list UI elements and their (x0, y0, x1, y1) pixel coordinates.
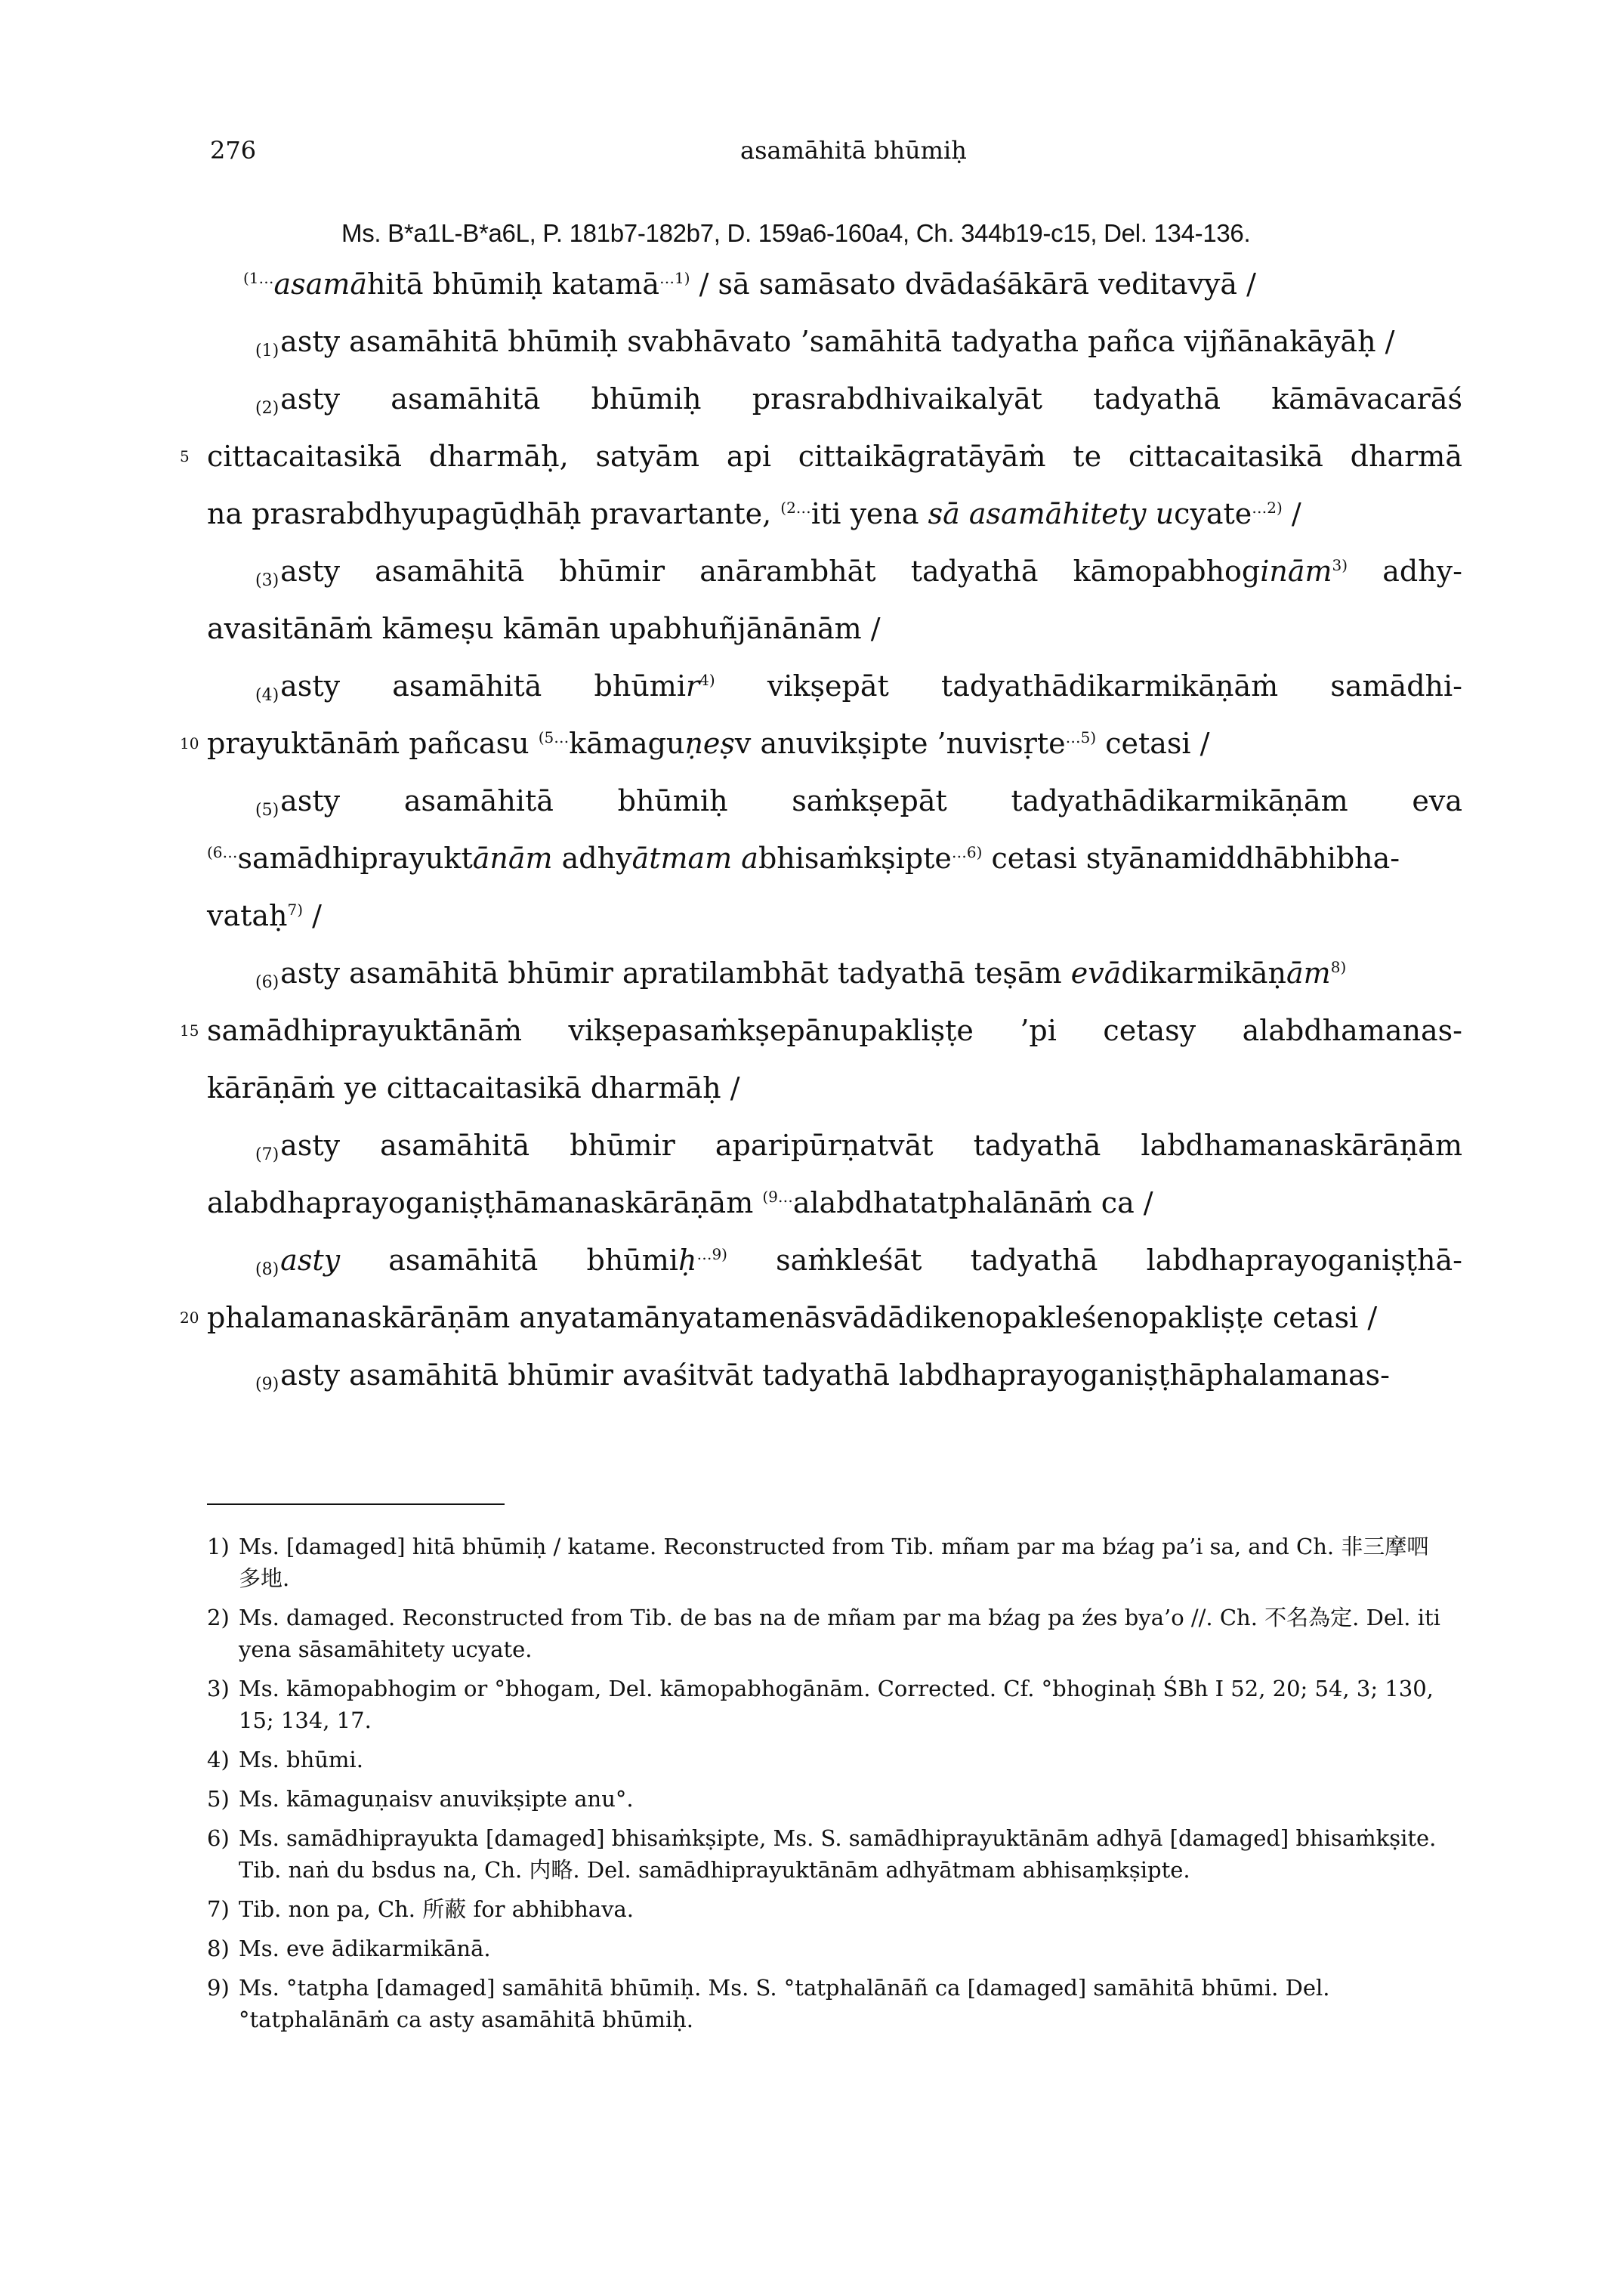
text-span: ānām (472, 842, 553, 875)
text-span: / (303, 899, 322, 932)
footnote (207, 1531, 1446, 1594)
text-line (0, 772, 1462, 830)
line-number: 5 (180, 447, 190, 465)
text-span: vikṣepāt tadyathādikarmikāṇāṁ samādhi- (715, 669, 1462, 703)
footnotes (207, 1531, 1446, 2043)
text-span: evā (1070, 956, 1122, 990)
footnote-text: Ms. eve ādikarmikānā. (239, 1936, 491, 1961)
note-marker: …1) (659, 269, 690, 287)
text-span: inām (1260, 555, 1332, 588)
text-span: adhy- (1348, 555, 1462, 588)
note-marker: 7) (287, 901, 304, 919)
text-line (0, 485, 1624, 542)
text-span: iti yena (810, 497, 928, 530)
text-span: prayuktānāṁ pañcasu (207, 727, 539, 760)
text-line (0, 715, 1624, 772)
text-span: samāhitā bhūmi (405, 1244, 678, 1277)
line-number: 10 (180, 734, 199, 752)
footnote-text: Ms. kāmaguṇaisv anuvikṣipte anu°. (239, 1786, 634, 1812)
text-span: ḥ (678, 1244, 697, 1277)
note-marker: (1… (243, 269, 274, 287)
manuscript-reference: Ms. B*a1L-B*a6L, P. 181b7-182b7, D. 159a6-160a4, Ch. 344b19-c15, Del. 134-136. (341, 219, 1251, 247)
text-span: kārāṇāṁ ye cittacaitasikā dharmāḥ / (207, 1071, 740, 1105)
text-line (0, 542, 1462, 600)
footnote (207, 1822, 1446, 1886)
footnote-text: Tib. non pa, Ch. 所蔽 for abhibhava. (239, 1896, 634, 1922)
running-title: asamāhitā bhūmiḥ (740, 136, 967, 165)
footnote-text: Ms. kāmopabhogim or °bhogam, Del. kāmopabhogānām. Corrected. Cf. °bhoginaḥ ŚBh I 52, 20; 54, 3; 130, 15; 134, 17. (239, 1676, 1434, 1733)
footnote-text: Ms. samādhiprayukta [damaged] bhisaṁkṣipte, Ms. S. samādhiprayuktānām adhyā [damaged] bhisaṁkṣite. Tib. naṅ du bsdus na, Ch. 内略. Del. samādhiprayuktānām adhyātmam abhisaṃkṣipte. (239, 1825, 1437, 1883)
text-span: alabdhatatphalānāṁ ca / (792, 1186, 1153, 1219)
line-number: 15 (180, 1021, 199, 1040)
text-span: saṁkleśāt tadyathā labdhaprayoganiṣṭhā- (727, 1244, 1463, 1277)
text-line (0, 1174, 1624, 1231)
text-span: cetasi styānamiddhābhibha- (982, 842, 1400, 875)
note-marker: (9… (762, 1188, 793, 1206)
text-span: dikarmikāṇ (1121, 956, 1287, 990)
text-span: na prasrabdhyupagūḍhāḥ pravartante, (207, 497, 781, 530)
footnote-number: 7) (207, 1896, 230, 1922)
item-number: (9) (255, 1375, 279, 1394)
item-number: (2) (255, 399, 279, 418)
text-line (0, 313, 1624, 370)
text-line (0, 600, 1624, 657)
footnote-rule (207, 1503, 505, 1505)
footnote-number: 5) (207, 1786, 230, 1812)
text-line (0, 428, 1462, 485)
line-number: 20 (180, 1309, 199, 1327)
text-span: samādhiprayukt (237, 842, 473, 875)
footnote-number: 3) (207, 1676, 230, 1701)
text-line (0, 944, 1624, 1002)
text-span: ṇeṣ (684, 727, 735, 760)
text-span: u (1155, 497, 1175, 530)
note-marker: (2… (780, 499, 811, 517)
note-marker: …2) (1252, 499, 1283, 517)
note-marker: …5) (1065, 728, 1097, 746)
text-line (0, 1059, 1624, 1117)
page-number: 276 (210, 136, 257, 165)
footnote-text: Ms. damaged. Reconstructed from Tib. de bas na de mñam par ma bźag pa źes bya’o //. Ch. 不名為定. Del. iti yena sāsamāhitety ucyate. (239, 1605, 1440, 1662)
text-line (0, 1289, 1624, 1346)
text-span: asty asamāhitā bhūmir avaśitvāt tadyathā labdhaprayoganiṣṭhāphalamanas- (280, 1358, 1391, 1392)
footnote-number: 8) (207, 1936, 230, 1961)
text-span: asty asamāhitā bhūmiḥ saṁkṣepāt tadyathādikarmikāṇām eva (280, 784, 1462, 817)
text-span: alabdhaprayoganiṣṭhāmanaskārāṇām (207, 1186, 763, 1219)
footnote-text: Ms. [damaged] hitā bhūmiḥ / katame. Reconstructed from Tib. mñam par ma bźag pa’i sa, and Ch. 非三摩呬多地. (239, 1534, 1429, 1591)
note-marker: 4) (699, 671, 715, 689)
footnote (207, 1972, 1446, 2035)
text-line (0, 370, 1462, 428)
text-span: ām (1286, 956, 1331, 990)
text-span: ātmam a (631, 842, 758, 875)
text-span: sā asamāhitety (928, 497, 1156, 530)
footnote (207, 1673, 1446, 1736)
footnote-number: 1) (207, 1534, 230, 1559)
text-line (0, 255, 1624, 313)
text-span: hitā bhūmiḥ katamā (367, 267, 659, 301)
text-span: asty asamāhitā bhūmiḥ svabhāvato ’samāhitā tadyatha pañca vijñānakāyāḥ / (280, 325, 1395, 358)
text-line (0, 1231, 1462, 1289)
text-span: asamā (273, 267, 368, 301)
text-span: asty (280, 1244, 341, 1277)
text-span: / sā samāsato dvādaśākārā veditavyā / (690, 267, 1256, 301)
item-number: (1) (255, 341, 279, 360)
item-number: (8) (255, 1260, 279, 1279)
text-span: phalamanaskārāṇām anyatamānyatamenāsvādādikenopakleśenopakliṣṭe cetasi / (207, 1301, 1378, 1334)
text-span: cyate (1174, 497, 1252, 530)
note-marker: (5… (538, 728, 570, 746)
text-span: a (340, 1244, 406, 1277)
footnote-number: 2) (207, 1605, 230, 1630)
footnote-number: 4) (207, 1747, 230, 1772)
note-marker: (6… (207, 843, 238, 861)
text-line (0, 657, 1462, 715)
item-number: (7) (255, 1145, 279, 1164)
text-line (0, 830, 1624, 887)
footnote (207, 1893, 1446, 1925)
text-span: v anuvikṣipte ’nuvisṛte (734, 727, 1066, 760)
text-span: asty asamāhitā bhūmir anārambhāt tadyathā kāmopabhog (280, 555, 1261, 588)
footnote-number: 9) (207, 1975, 230, 2001)
note-marker: 3) (1332, 556, 1348, 574)
text-line (0, 1117, 1462, 1174)
main-text (0, 255, 1624, 1404)
text-span: kāmagu (569, 727, 685, 760)
footnote-text: Ms. bhūmi. (239, 1747, 363, 1772)
text-line (0, 1002, 1462, 1059)
footnote-number: 6) (207, 1825, 230, 1851)
text-span: / (1282, 497, 1301, 530)
note-marker: …9) (696, 1245, 727, 1263)
text-span: cetasi / (1096, 727, 1210, 760)
text-span: vataḥ (207, 899, 288, 932)
text-span: cittacaitasikā dharmāḥ, satyām api cittaikāgratāyāṁ te cittacaitasikā dharmā (207, 440, 1462, 473)
item-number: (5) (255, 801, 279, 820)
text-span: asty asamāhitā bhūmir apratilambhāt tadyathā teṣām (280, 956, 1071, 990)
footnote (207, 1933, 1446, 1964)
footnote (207, 1783, 1446, 1815)
item-number: (4) (255, 686, 279, 705)
item-number: (3) (255, 571, 279, 590)
text-line (0, 1346, 1624, 1404)
text-span: bhisaṁkṣipte (758, 842, 952, 875)
text-span: asty asamāhitā bhūmiḥ prasrabdhivaikalyāt tadyathā kāmāvacarāś (280, 382, 1462, 416)
footnote (207, 1602, 1446, 1665)
note-marker: 8) (1330, 958, 1347, 976)
text-span: samādhiprayuktānāṁ vikṣepasaṁkṣepānupakliṣṭe ’pi cetasy alabdhamanas- (207, 1014, 1462, 1047)
text-line (0, 887, 1624, 944)
text-span: adhy (552, 842, 632, 875)
text-span: asty asamāhitā bhūmi (280, 669, 686, 703)
text-span: asty asamāhitā bhūmir aparipūrṇatvāt tadyathā labdhamanaskārāṇām (280, 1129, 1462, 1162)
text-span: r (686, 669, 700, 703)
footnote (207, 1744, 1446, 1775)
item-number: (6) (255, 973, 279, 992)
note-marker: …6) (951, 843, 983, 861)
footnote-text: Ms. °tatpha [damaged] samāhitā bhūmiḥ. Ms. S. °tatphalānāñ ca [damaged] samāhitā bhūmi. Del. °tatphalānāṁ ca asty asamāhitā bhūmiḥ. (239, 1975, 1330, 2032)
text-span: avasitānāṁ kāmeṣu kāmān upabhuñjānānām / (207, 612, 881, 645)
